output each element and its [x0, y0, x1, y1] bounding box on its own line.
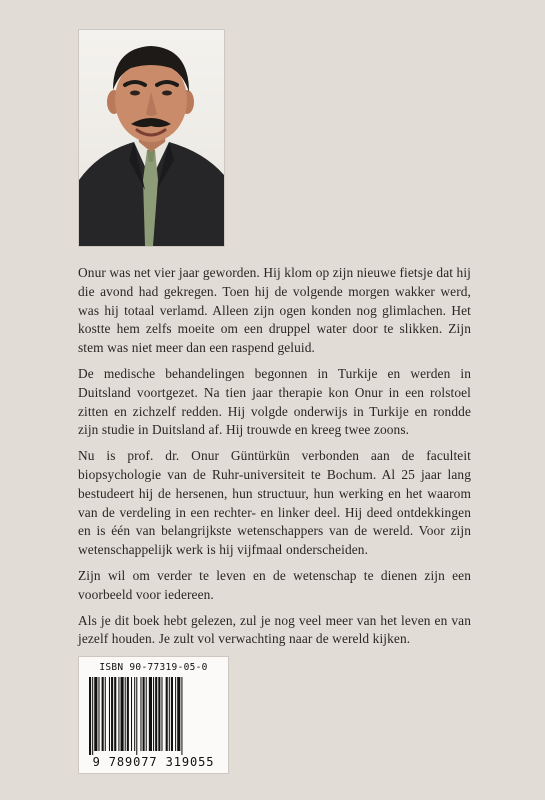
barcode-stripe — [125, 677, 126, 751]
barcode-stripe — [89, 677, 91, 757]
barcode-stripe — [127, 677, 129, 751]
barcode-stripe — [161, 677, 162, 751]
barcode-stripe — [109, 677, 110, 751]
barcode-stripe — [118, 677, 119, 751]
barcode-stripe — [94, 677, 97, 751]
author-photo — [79, 30, 224, 246]
barcode-stripe — [134, 677, 135, 751]
barcode-stripe — [114, 677, 116, 751]
barcode-stripe — [111, 677, 113, 751]
barcode-stripe — [169, 677, 170, 751]
author-portrait-image — [79, 30, 224, 246]
barcode-stripe — [98, 677, 99, 751]
barcode-stripe — [171, 677, 173, 751]
back-cover-text — [78, 264, 471, 656]
barcode-stripe — [146, 677, 147, 751]
barcode-stripe — [155, 677, 157, 751]
isbn-label: ISBN 90-77319-05-0 — [99, 662, 208, 673]
barcode-stripe — [153, 677, 154, 751]
barcode-stripe — [121, 677, 124, 751]
barcode-stripe — [158, 677, 160, 751]
barcode-stripe — [181, 677, 182, 757]
barcode-stripe — [92, 677, 93, 757]
barcode-stripe — [136, 677, 137, 757]
barcode-stripe — [131, 677, 132, 751]
barcode-bars — [89, 677, 218, 757]
paragraph: Zijn wil om verder te leven en de wetenschap te dienen zijn een voorbeeld voor iedereen. — [78, 567, 471, 602]
barcode-stripe — [102, 677, 104, 751]
paragraph: Nu is prof. dr. Onur Güntürkün verbonden aan de faculteit biopsychologie van de Ruhr-universiteit te Bochum. Al 25 jaar lang bestudeert hij de hersenen, hun structuur, hun werking en het waarom van de verdeling in een rechter- en linker deel. Hij deed ontdekkingen en is één van belangrijkste wetenschappers van de wereld. Voor zijn wetenschappelijk werk is hij vijfmaal onderscheiden. — [78, 448, 471, 558]
barcode-stripe — [175, 677, 176, 751]
barcode-stripe — [177, 677, 180, 751]
barcode-stripe — [140, 677, 141, 751]
barcode-box — [79, 657, 228, 773]
barcode-stripe — [149, 677, 152, 751]
barcode-stripe — [105, 677, 106, 751]
paragraph: De medische behandelingen begonnen in Turkije en werden in Duitsland voortgezet. Na tien jaar therapie kon Onur in een rolstoel zitten en zichzelf redden. Hij volgde onderwijs in Turkije en rondde zijn studie in Duitsland af. Hij trouwde en kreeg twee zoons. — [78, 365, 471, 438]
barcode-stripe — [143, 677, 145, 751]
paragraph: Als je dit boek hebt gelezen, zul je nog veel meer van het leven en van jezelf houden. Je zult vol verwachting naar de wereld kijken. — [78, 612, 471, 647]
paragraph: Onur was net vier jaar geworden. Hij klom op zijn nieuwe fietsje dat hij die avond had gekregen. Toen hij de volgende morgen wakker werd, was hij totaal verlamd. Alleen zijn ogen konden nog glimlachen. Het kostte hem zelfs moeite om een druppel water door te slikken. Zijn stem was niet meer dan een raspend geluid. — [78, 265, 471, 356]
barcode-stripe — [166, 677, 168, 751]
ean-number: 9 789077 319055 — [82, 755, 225, 769]
